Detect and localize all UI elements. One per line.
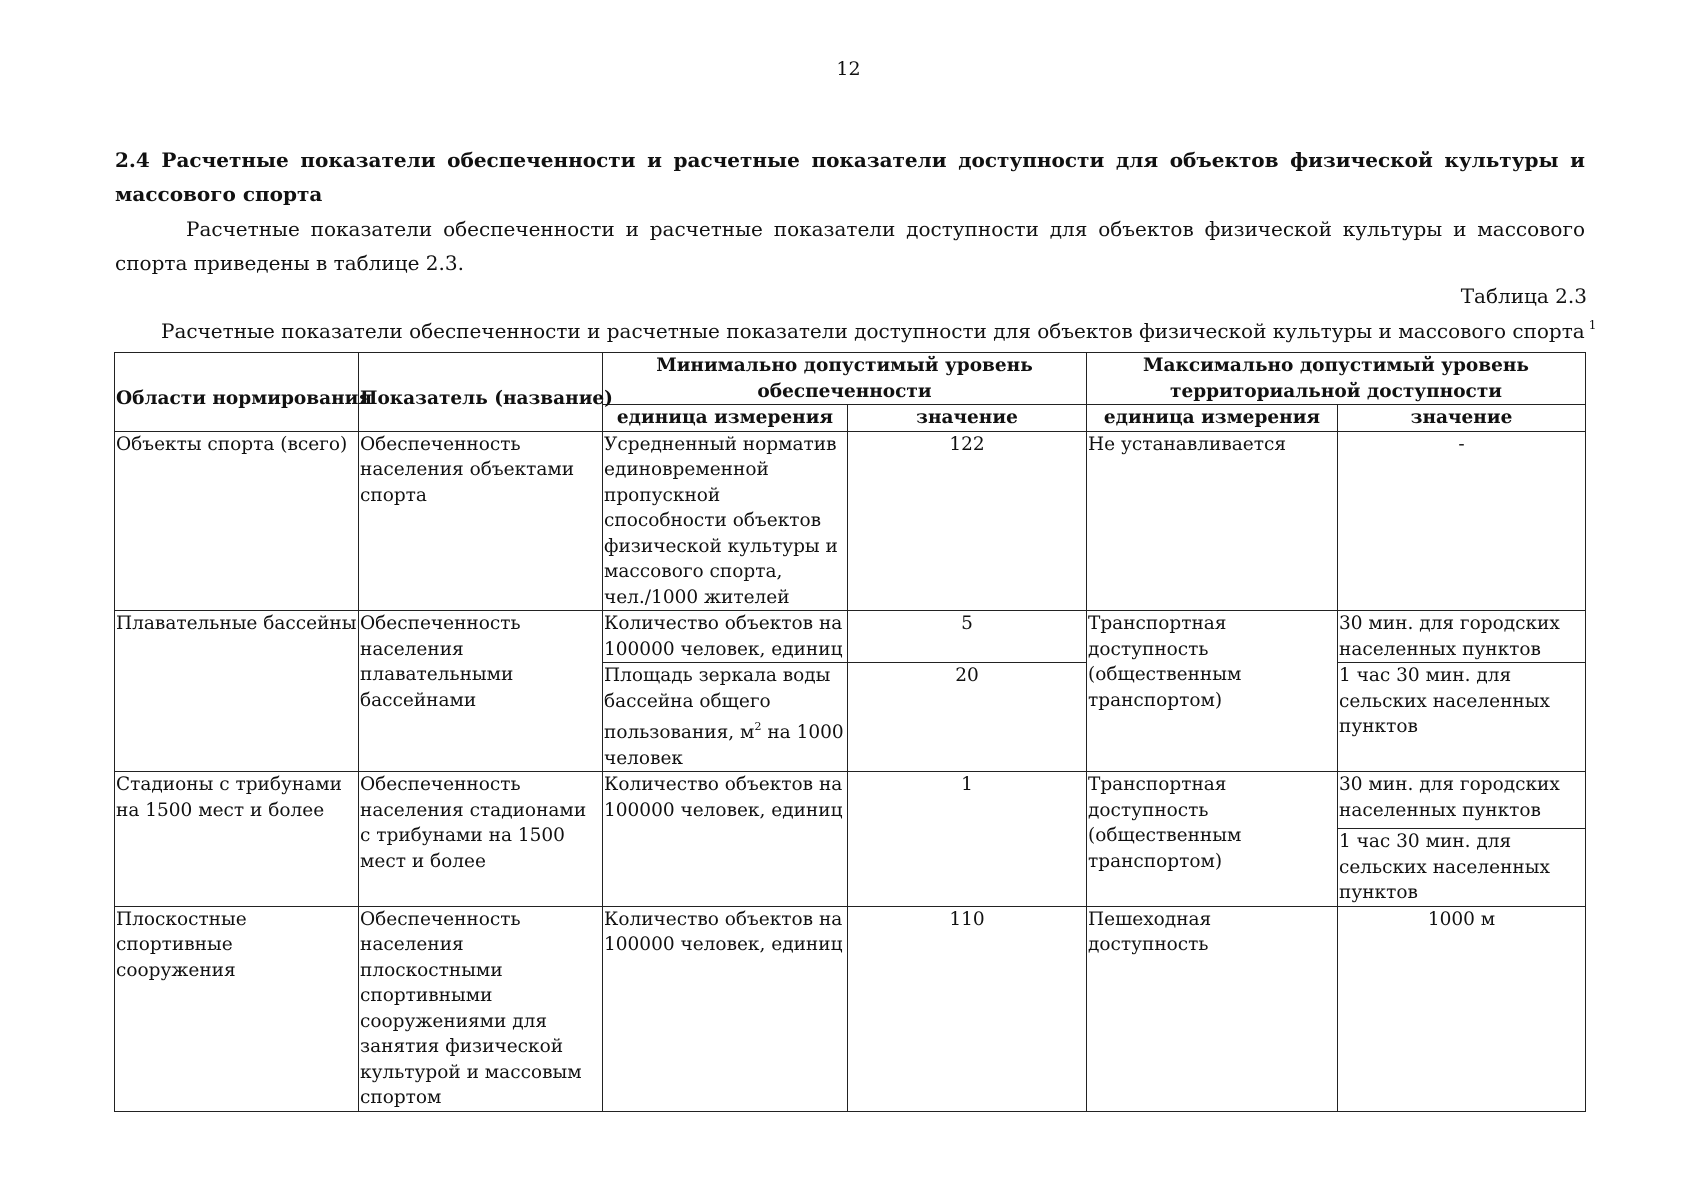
cell-min-unit: Усредненный норматив единовременной пропускной способности объектов физической культуры и массового спорта, чел./1000 жителей — [603, 431, 848, 611]
header-min-level: Минимально допустимый уровень обеспеченности — [603, 353, 1087, 405]
pool-area-unit-text: Площадь зеркала воды бассейна общего пользования, м — [604, 665, 831, 743]
cell-min-unit — [603, 663, 848, 772]
cell-max-value: 30 мин. для городских населенных пунктов — [1338, 611, 1586, 663]
cell-indicator: Обеспеченность населения стадионами с трибунами на 1500 мест и более — [359, 772, 603, 907]
cell-max-unit: Транспортная доступность (общественным транспортом) — [1087, 611, 1338, 772]
intro-paragraph: Расчетные показатели обеспеченности и расчетные показатели доступности для объектов физической культуры и массового спорта приведены в таблице 2.3. — [115, 217, 1585, 275]
cell-area: Плоскостные спортивные сооружения — [115, 906, 359, 1111]
cell-max-value: 30 мин. для городских населенных пунктов — [1338, 772, 1586, 829]
cell-min-value: 1 — [848, 772, 1087, 907]
cell-indicator: Обеспеченность населения плоскостными спортивными сооружениями для занятия физической культурой и массовым спортом — [359, 906, 603, 1111]
cell-area: Объекты спорта (всего) — [115, 431, 359, 611]
cell-area: Плавательные бассейны — [115, 611, 359, 772]
table-row — [115, 906, 1586, 1111]
table-row — [115, 772, 1586, 829]
cell-max-unit: Не устанавливается — [1087, 431, 1338, 611]
cell-min-value: 20 — [848, 663, 1087, 772]
page-number: 12 — [836, 58, 861, 80]
cell-min-unit: Количество объектов на 100000 человек, единиц — [603, 772, 848, 907]
header-indicator: Показатель (название) — [359, 353, 603, 432]
header-max-value: значение — [1338, 405, 1586, 432]
cell-max-value: 1000 м — [1338, 906, 1586, 1111]
cell-area: Стадионы с трибунами на 1500 мест и более — [115, 772, 359, 907]
cell-indicator: Обеспеченность населения плавательными бассейнами — [359, 611, 603, 772]
header-min-value: значение — [848, 405, 1087, 432]
cell-min-value: 122 — [848, 431, 1087, 611]
table-caption-text: Расчетные показатели обеспеченности и расчетные показатели доступности для объектов физической культуры и массового спорта — [161, 319, 1585, 343]
cell-indicator: Обеспеченность населения объектами спорта — [359, 431, 603, 611]
cell-max-unit: Пешеходная доступность — [1087, 906, 1338, 1111]
table-row — [115, 611, 1586, 663]
cell-max-value: 1 час 30 мин. для сельских населенных пунктов — [1338, 663, 1586, 772]
standards-table — [114, 352, 1586, 1112]
table-caption — [161, 318, 1596, 343]
square-meter-superscript: 2 — [754, 720, 762, 733]
header-max-level: Максимально допустимый уровень территориальной доступности — [1087, 353, 1586, 405]
header-area: Области нормирования — [115, 353, 359, 432]
table-caption-footnote: 1 — [1588, 318, 1597, 332]
header-max-unit: единица измерения — [1087, 405, 1338, 432]
table-row — [115, 431, 1586, 611]
cell-max-unit: Транспортная доступность (общественным транспортом) — [1087, 772, 1338, 907]
cell-max-value: 1 час 30 мин. для сельских населенных пунктов — [1338, 829, 1586, 907]
cell-min-unit: Количество объектов на 100000 человек, единиц — [603, 611, 848, 663]
section-heading: 2.4 Расчетные показатели обеспеченности и расчетные показатели доступности для объектов физической культуры и массового спорта — [115, 148, 1585, 206]
cell-min-value: 110 — [848, 906, 1087, 1111]
cell-min-unit: Количество объектов на 100000 человек, единиц — [603, 906, 848, 1111]
pool-area-unit-suffix: на 1000 человек — [604, 722, 844, 769]
cell-max-value: - — [1338, 431, 1586, 611]
table-number: Таблица 2.3 — [1460, 284, 1587, 308]
header-min-unit: единица измерения — [603, 405, 848, 432]
table-header-row — [115, 353, 1586, 405]
cell-min-value: 5 — [848, 611, 1087, 663]
